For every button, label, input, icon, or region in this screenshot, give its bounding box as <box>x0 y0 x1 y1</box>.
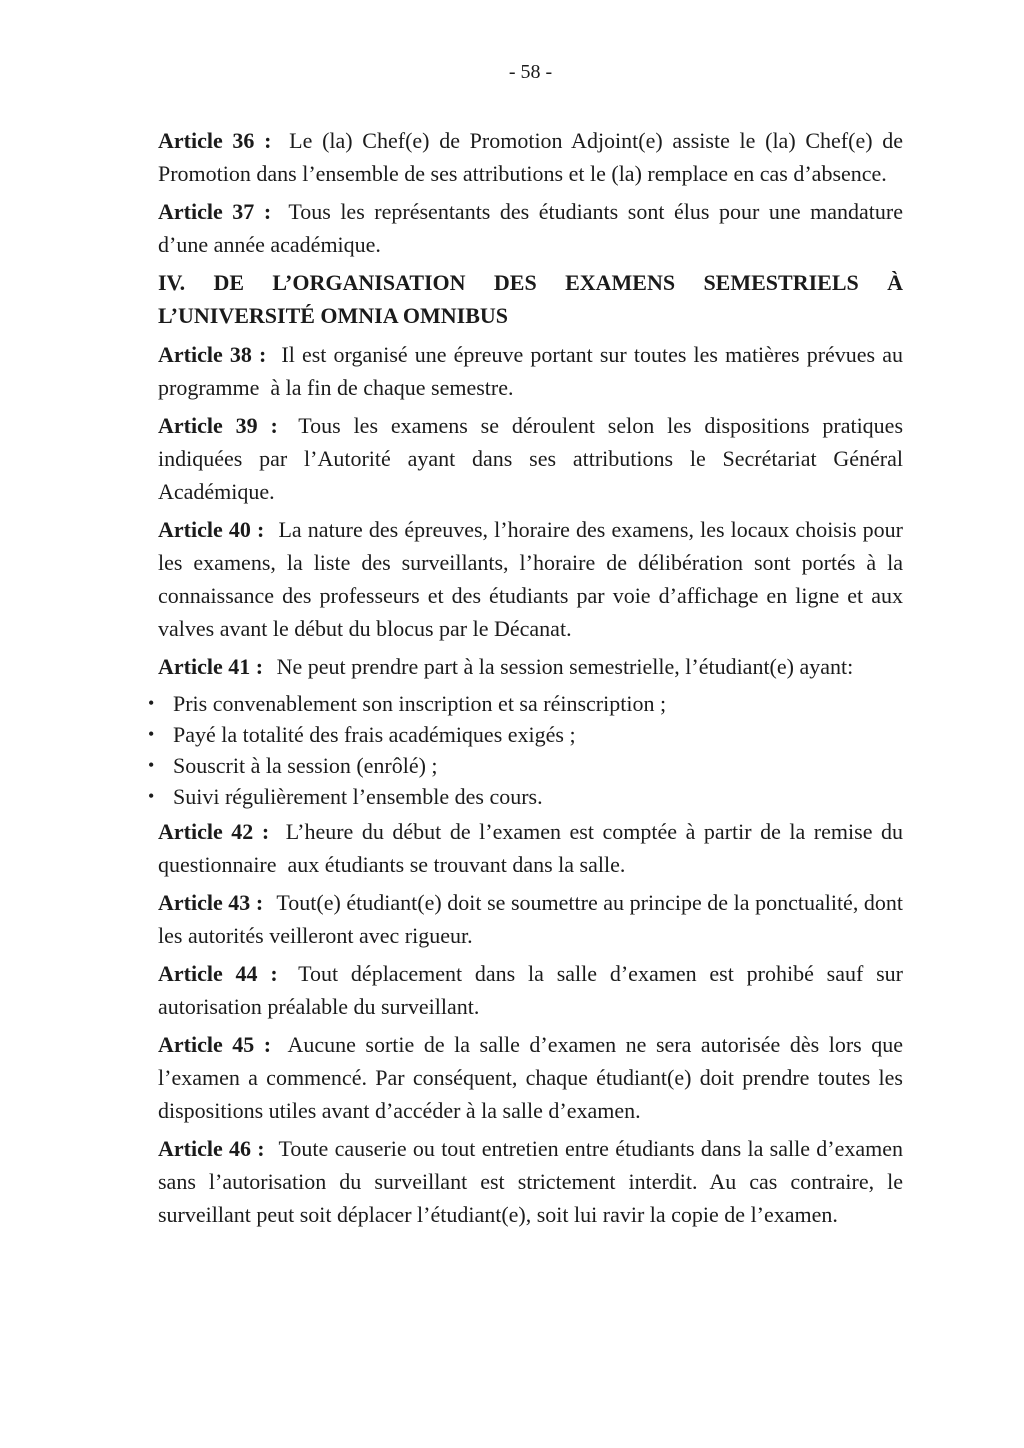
bullet-text: Payé la totalité des frais académiques exigés ; <box>173 722 576 747</box>
article-46-label: Article 46 : <box>158 1136 265 1161</box>
article-39-paragraph <box>158 409 903 508</box>
article-40-text: La nature des épreuves, l’horaire des examens, les locaux choisis pour les examens, la liste des surveillants, l’horaire de délibération sont portés à la connaissance des professeurs et des étudiants par voie d’affichage en ligne et aux valves avant le début du blocus par le Décanat. <box>158 517 904 641</box>
section-heading: IV. DE L’ORGANISATION DES EXAMENS SEMESTRIELS À L’UNIVERSITÉ OMNIA OMNIBUS <box>158 270 903 328</box>
article-42-text: L’heure du début de l’examen est comptée à partir de la remise du questionnaire aux étudiants se trouvant dans la salle. <box>158 819 903 877</box>
list-item <box>148 750 903 781</box>
article-37-paragraph <box>158 195 903 261</box>
list-item <box>148 781 903 812</box>
article-36-text: Le (la) Chef(e) de Promotion Adjoint(e) assiste le (la) Chef(e) de Promotion dans l’ensemble de ses attributions et le (la) remplace en cas d’absence. <box>158 128 903 186</box>
article-38-paragraph <box>158 338 903 404</box>
list-item <box>148 719 903 750</box>
article-44-label: Article 44 : <box>158 961 278 986</box>
article-41-label: Article 41 : <box>158 654 264 679</box>
article-46-text: Toute causerie ou tout entretien entre étudiants dans la salle d’examen sans l’autorisation du surveillant est strictement interdit. Au cas contraire, le surveillant peut soit déplacer l’étudiant(e), soit lui ravir la copie de l’examen. <box>158 1136 903 1227</box>
article-43-text: Tout(e) étudiant(e) doit se soumettre au principe de la ponctualité, dont les autorités veilleront avec rigueur. <box>158 890 904 948</box>
article-40-paragraph <box>158 513 903 645</box>
article-45-paragraph <box>158 1028 903 1127</box>
article-41-text: Ne peut prendre part à la session semestrielle, l’étudiant(e) ayant: <box>276 654 854 679</box>
article-45-text: Aucune sortie de la salle d’examen ne sera autorisée dès lors que l’examen a commencé. Par conséquent, chaque étudiant(e) doit prendre toutes les dispositions utiles avant d’accéder à la salle d’examen. <box>158 1032 903 1123</box>
article-43-label: Article 43 : <box>158 890 264 915</box>
bullet-text: Souscrit à la session (enrôlé) ; <box>173 753 438 778</box>
article-37-label: Article 37 : <box>158 199 272 224</box>
article-46-paragraph <box>158 1132 903 1231</box>
article-42-label: Article 42 : <box>158 819 270 844</box>
article-43-paragraph <box>158 886 903 952</box>
article-38-text: Il est organisé une épreuve portant sur toutes les matières prévues au programme à la fin de chaque semestre. <box>158 342 903 400</box>
list-item <box>148 688 903 719</box>
article-38-label: Article 38 : <box>158 342 267 367</box>
article-40-label: Article 40 : <box>158 517 265 542</box>
article-44-text: Tout déplacement dans la salle d’examen est prohibé sauf sur autorisation préalable du surveillant. <box>158 961 904 1019</box>
bullet-icon: • <box>148 724 155 744</box>
article-36-paragraph <box>158 124 903 190</box>
page-number: - 58 - <box>508 61 553 83</box>
article-44-paragraph <box>158 957 903 1023</box>
article-42-paragraph <box>158 815 903 881</box>
bullet-icon: • <box>148 755 155 775</box>
article-36-label: Article 36 : <box>158 128 272 153</box>
conditions-list <box>148 688 903 812</box>
article-41-paragraph <box>158 650 903 683</box>
article-45-label: Article 45 : <box>158 1032 272 1057</box>
bullet-text: Suivi régulièrement l’ensemble des cours. <box>173 784 543 809</box>
bullet-icon: • <box>148 786 155 806</box>
article-39-label: Article 39 : <box>158 413 278 438</box>
article-37-text: Tous les représentants des étudiants sont élus pour une mandature d’une année académique. <box>158 199 903 257</box>
bullet-icon: • <box>148 693 155 713</box>
bullet-text: Pris convenablement son inscription et sa réinscription ; <box>173 691 667 716</box>
article-39-text: Tous les examens se déroulent selon les dispositions pratiques indiquées par l’Autorité ayant dans ses attributions le Secrétariat Général Académique. <box>158 413 904 504</box>
